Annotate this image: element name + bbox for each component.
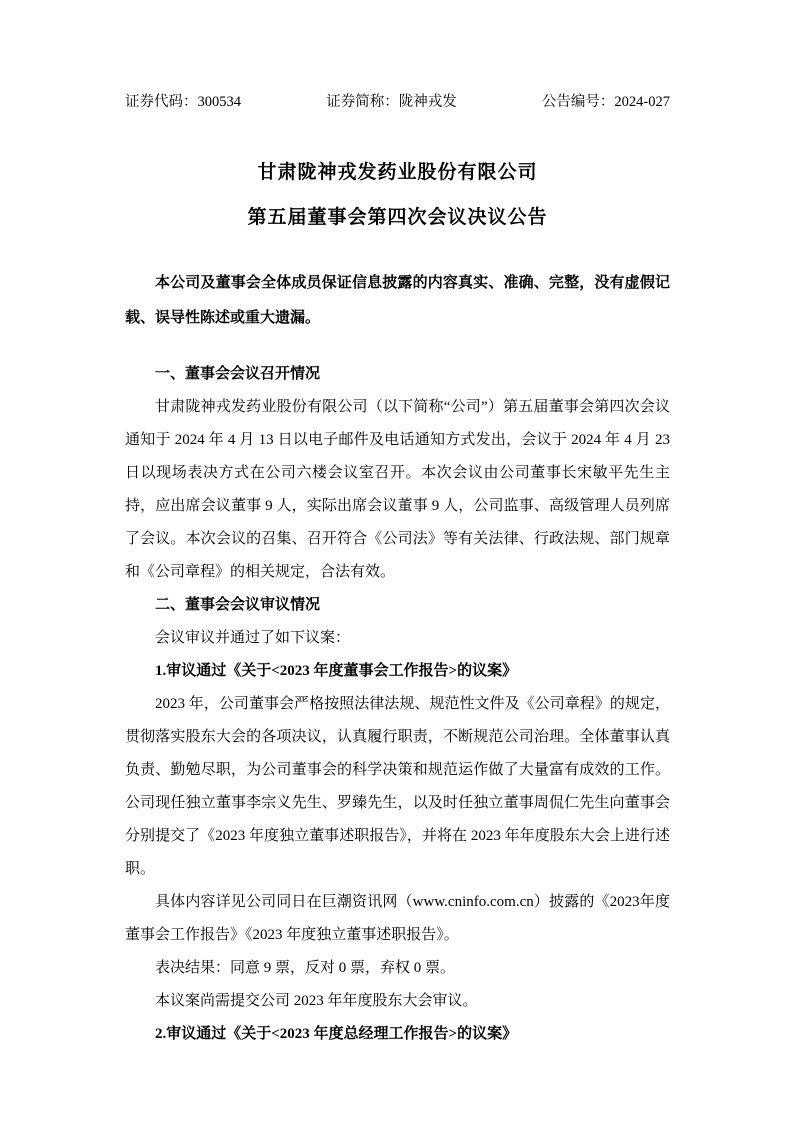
proposal-1-vote-result: 表决结果：同意 9 票，反对 0 票，弃权 0 票。 (155, 960, 456, 976)
document-title-line1: 甘肃陇神戎发药业股份有限公司 (257, 162, 538, 183)
stock-short-name: 证券简称：陇神戎发 (326, 94, 457, 110)
paragraph-review-intro: 会议审议并通过了如下议案： (155, 630, 351, 646)
announcement-number: 公告编号：2024-027 (541, 94, 670, 110)
document-title-line2: 第五届董事会第四次会议决议公告 (247, 207, 548, 228)
section-heading-1: 一、董事会会议召开情况 (155, 366, 321, 382)
document-header (125, 92, 670, 112)
proposal-1-followup: 本议案尚需提交公司 2023 年年度股东大会审议。 (155, 993, 478, 1009)
proposal-1-title: 1.审议通过《关于<2023 年度董事会工作报告>的议案》 (155, 663, 518, 679)
proposal-1-detail: 2023 年，公司董事会严格按照法律法规、规范性文件及《公司章程》的规定，贯彻落实股东大会的各项决议，认真履行职责，不断规范公司治理。全体董事认真负责、勤勉尽职，为公司董事会的科学决策和规范运作做了大量富有成效的工作。公司现任独立董事李宗义先生、罗臻先生，以及时任独立董事周侃仁先生向董事会分别提交了《2023 年度独立董事述职报告》，并将在 2023 年年度股东大会上进行述职。 (125, 696, 670, 877)
proposal-1-reference: 具体内容详见公司同日在巨潮资讯网（www.cninfo.com.cn）披露的《2023年度董事会工作报告》《2023 年度独立董事述职报告》。 (125, 894, 670, 943)
disclaimer-statement: 本公司及董事会全体成员保证信息披露的内容真实、准确、完整，没有虚假记载、误导性陈述或重大遗漏。 (125, 275, 670, 326)
stock-code: 证券代码：300534 (125, 94, 241, 110)
proposal-2-title: 2.审议通过《关于<2023 年度总经理工作报告>的议案》 (155, 1026, 518, 1042)
document-body (125, 358, 670, 1051)
section-heading-2: 二、董事会会议审议情况 (155, 597, 321, 613)
paragraph-meeting-info: 甘肃陇神戎发药业股份有限公司（以下简称“公司”）第五届董事会第四次会议通知于 2024 年 4 月 13 日以电子邮件及电话通知方式发出，会议于 2024 年 4 月 23 日以现场表决方式在公司六楼会议室召开。本次会议由公司董事长宋敏平先生主持，应出席会议董事 9 人，实际出席会议董事 9 人，公司监事、高级管理人员列席了会议。本次会议的召集、召开符合《公司法》等有关法律、行政法规、部门规章和《公司章程》的相关规定，合法有效。 (125, 399, 670, 580)
document-title (125, 150, 670, 240)
